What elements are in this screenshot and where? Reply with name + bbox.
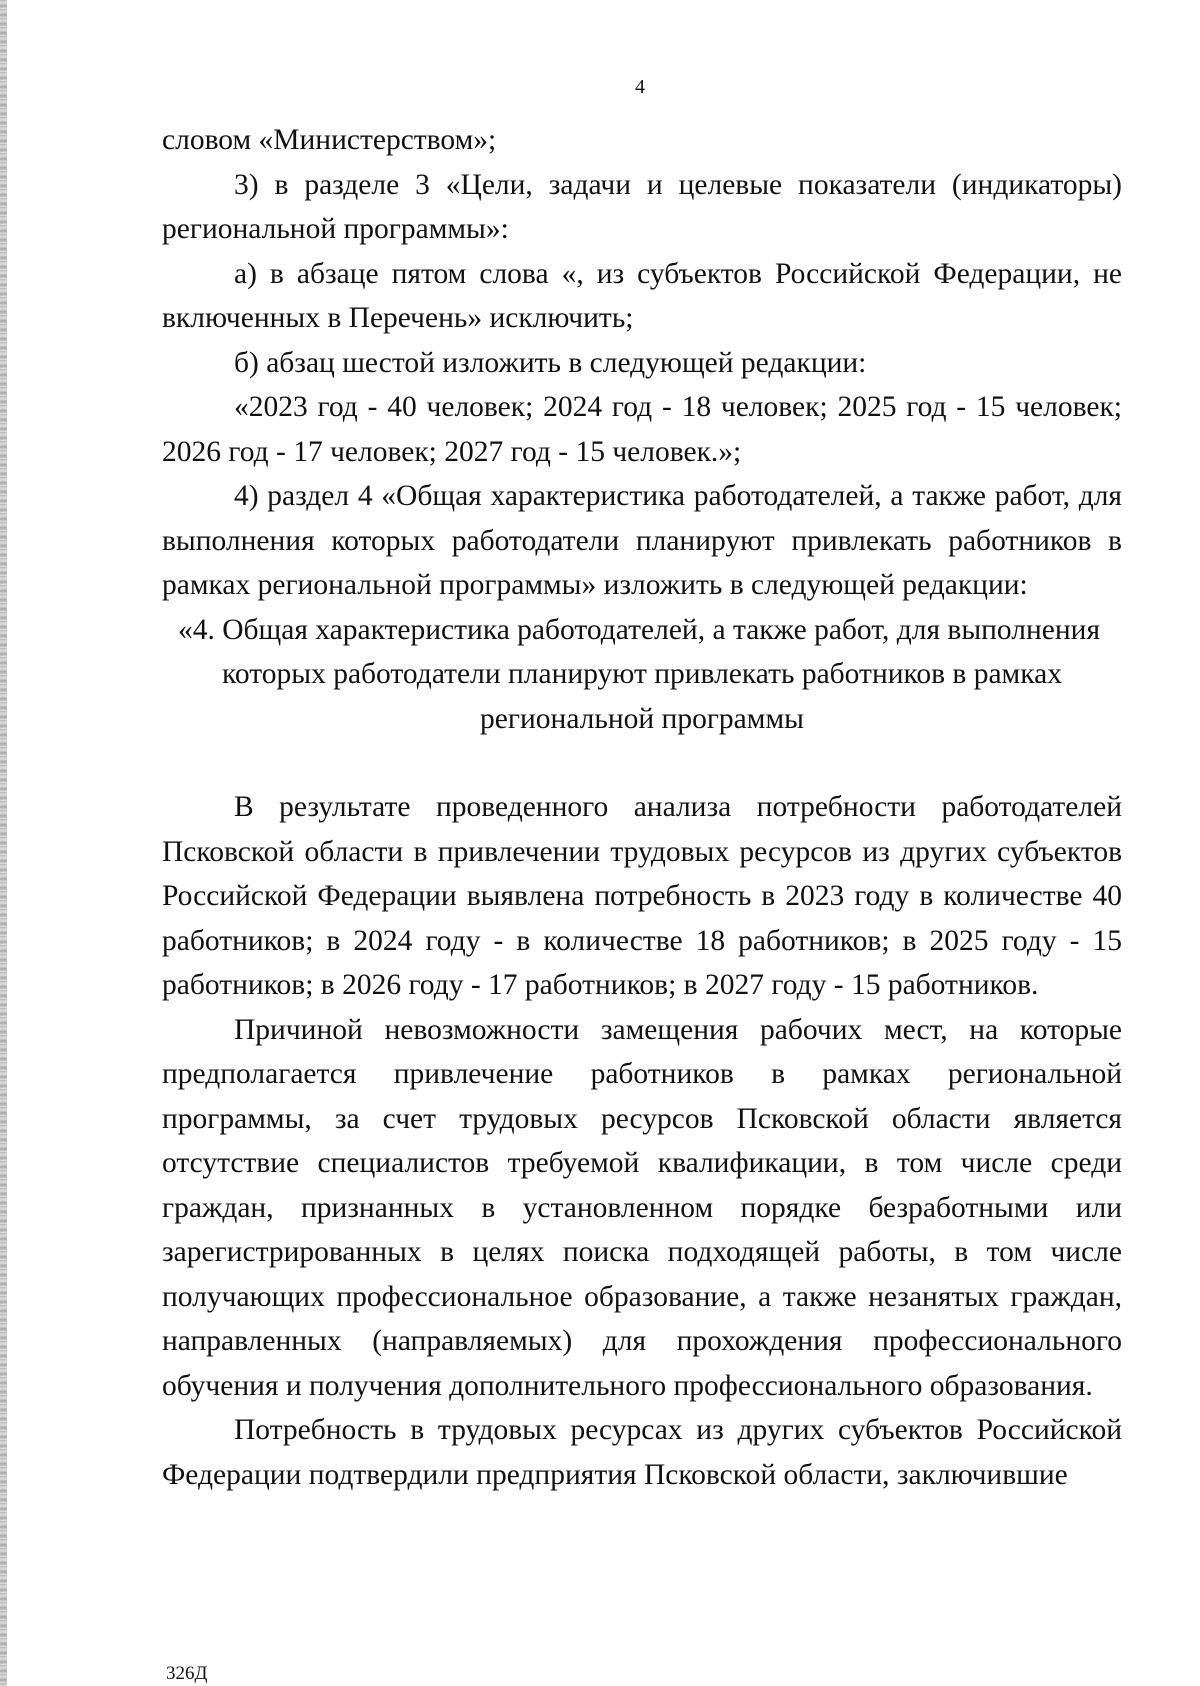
paragraph-quote-years: «2023 год - 40 человек; 2024 год - 18 человек; 2025 год - 15 человек; 2026 год - 17 человек; 2027 год - 15 человек.»; [162,391,1122,468]
paragraph-item-4: 4) раздел 4 «Общая характеристика работодателей, а также работ, для выполнения которых работодатели планируют привлекать работников в рамках региональной программы» изложить в следующей редакции: [162,480,1122,601]
page-number: 4 [635,76,645,98]
paragraph-continuation: словом «Министерством»; [162,124,497,156]
paragraph-item-3a: а) в абзаце пятом слова «, из субъектов Российской Федерации, не включенных в Перечень» исключить; [162,257,1122,334]
section-heading-line-3: региональной программы [480,702,804,735]
body-paragraph-need: Потребность в трудовых ресурсах из других субъектов Российской Федерации подтвердили предприятия Псковской области, заключившие [162,1414,1122,1491]
section-heading-line-1: «4. Общая характеристика работодателей, а также работ, для выполнения [177,613,1101,646]
paragraph-item-3: 3) в разделе 3 «Цели, задачи и целевые показатели (индикаторы) региональной программы»: [162,168,1122,245]
document-body [162,118,1122,1497]
footer-code: 326Д [166,1663,208,1684]
body-paragraph-reason: Причиной невозможности замещения рабочих мест, на которые предполагается привлечение работников в рамках региональной программы, за счет трудовых ресурсов Псковской области является отсутствие специалистов требуемой квалификации, в том числе среди граждан, признанных в установленном порядке безработными или зарегистрированных в целях поиска подходящей работы, в том числе получающих профессиональное образование, а также незанятых граждан, направленных (направляемых) для прохождения профессионального обучения и получения дополнительного профессионального образования. [162,1013,1122,1402]
paragraph-item-3b: б) абзац шестой изложить в следующей редакции: [234,346,867,379]
section-heading [162,608,1122,786]
body-paragraph-analysis: В результате проведенного анализа потребности работодателей Псковской области в привлечении трудовых ресурсов из других субъектов Российской Федерации выявлена потребность в 2023 году в количестве 40 работников; в 2024 году - в количестве 18 работников; в 2025 году - 15 работников; в 2026 году - 17 работников; в 2027 году - 15 работников. [162,791,1122,1001]
scan-edge [0,0,7,1686]
section-heading-line-2: которых работодатели планируют привлекать работников в рамках [222,658,1062,690]
